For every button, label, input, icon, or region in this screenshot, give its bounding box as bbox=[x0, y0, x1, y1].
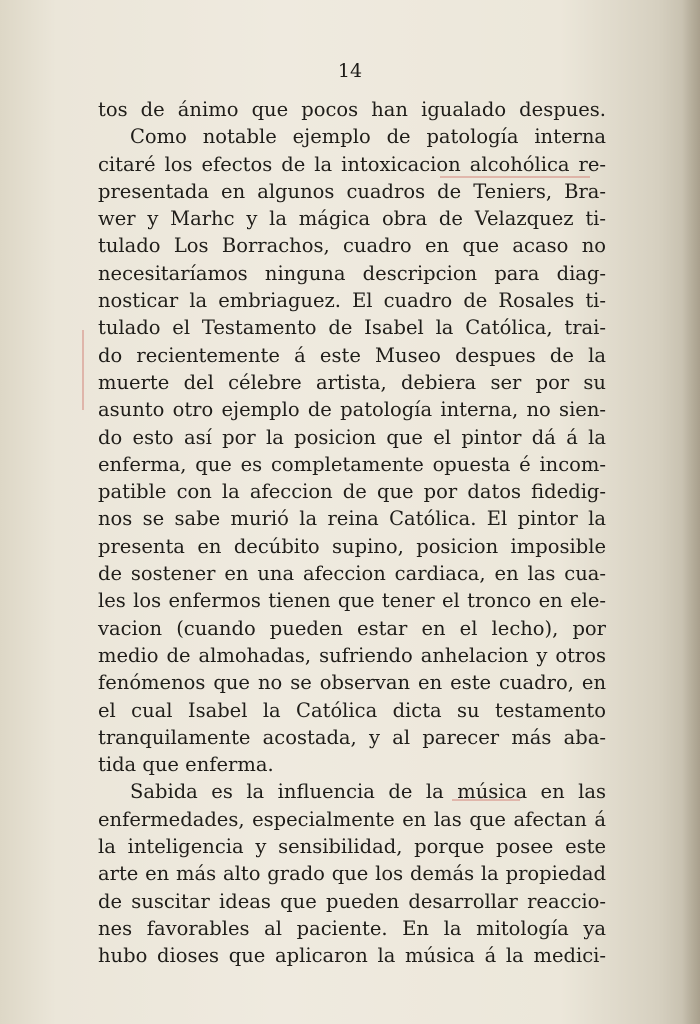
text-line: patible con la afeccion de que por datos fidedig- bbox=[98, 480, 606, 504]
text-line: do esto así por la posicion que el pintor dá á la bbox=[98, 425, 606, 449]
text-line: nosticar la embriaguez. El cuadro de Rosales ti- bbox=[98, 289, 606, 313]
text-line: nos se sabe murió la reina Católica. El pintor la bbox=[98, 507, 606, 531]
text-line: medio de almohadas, sufriendo anhelacion y otros bbox=[98, 643, 606, 667]
text-line: wer y Marhc y la mágica obra de Velazquez ti- bbox=[98, 207, 606, 231]
text-line: nes favorables al paciente. En la mitología ya bbox=[98, 916, 606, 940]
text-line: la inteligencia y sensibilidad, porque posee este bbox=[98, 835, 606, 859]
text-line: el cual Isabel la Católica dicta su testamento bbox=[98, 698, 606, 722]
text-line: tranquilamente acostada, y al parecer más aba- bbox=[98, 725, 606, 749]
body-text bbox=[98, 96, 606, 970]
text-line: muerte del célebre artista, debiera ser por su bbox=[98, 370, 606, 394]
margin-pencil-mark bbox=[82, 330, 84, 410]
text-line: tos de ánimo que pocos han igualado despues. bbox=[98, 98, 606, 121]
text-line: tida que enferma. bbox=[98, 753, 274, 777]
page-edge-shadow bbox=[682, 0, 700, 1024]
text-line: Sabida es la influencia de la música en las bbox=[130, 780, 606, 804]
text-line: citaré los efectos de la intoxicacion alcohólica re- bbox=[98, 152, 606, 176]
page-number: 14 bbox=[337, 60, 363, 82]
text-line: arte en más alto grado que los demás la propiedad bbox=[98, 862, 606, 886]
text-line: asunto otro ejemplo de patología interna, no sien- bbox=[98, 398, 606, 422]
text-line: tulado Los Borrachos, cuadro en que acaso no bbox=[98, 234, 606, 258]
text-line: presenta en decúbito supino, posicion imposible bbox=[98, 534, 606, 558]
text-line: presentada en algunos cuadros de Teniers, Bra- bbox=[98, 179, 606, 203]
text-line: enferma, que es completamente opuesta é incom- bbox=[98, 452, 606, 476]
text-line: de sostener en una afeccion cardiaca, en las cua- bbox=[98, 562, 606, 586]
text-line: de suscitar ideas que pueden desarrollar reaccio- bbox=[98, 889, 606, 913]
text-line: vacion (cuando pueden estar en el lecho), por bbox=[98, 616, 606, 640]
text-line: enfermedades, especialmente en las que afectan á bbox=[98, 807, 606, 831]
text-line: fenómenos que no se observan en este cuadro, en bbox=[98, 671, 606, 695]
text-line: do recientemente á este Museo despues de la bbox=[98, 343, 606, 367]
text-line: necesitaríamos ninguna descripcion para diag- bbox=[98, 261, 606, 285]
text-line: tulado el Testamento de Isabel la Católica, trai- bbox=[98, 316, 606, 340]
text-line: hubo dioses que aplicaron la música á la medici- bbox=[98, 944, 606, 968]
text-line: les los enfermos tienen que tener el tronco en ele- bbox=[98, 589, 606, 613]
text-line: Como notable ejemplo de patología interna bbox=[130, 125, 606, 149]
